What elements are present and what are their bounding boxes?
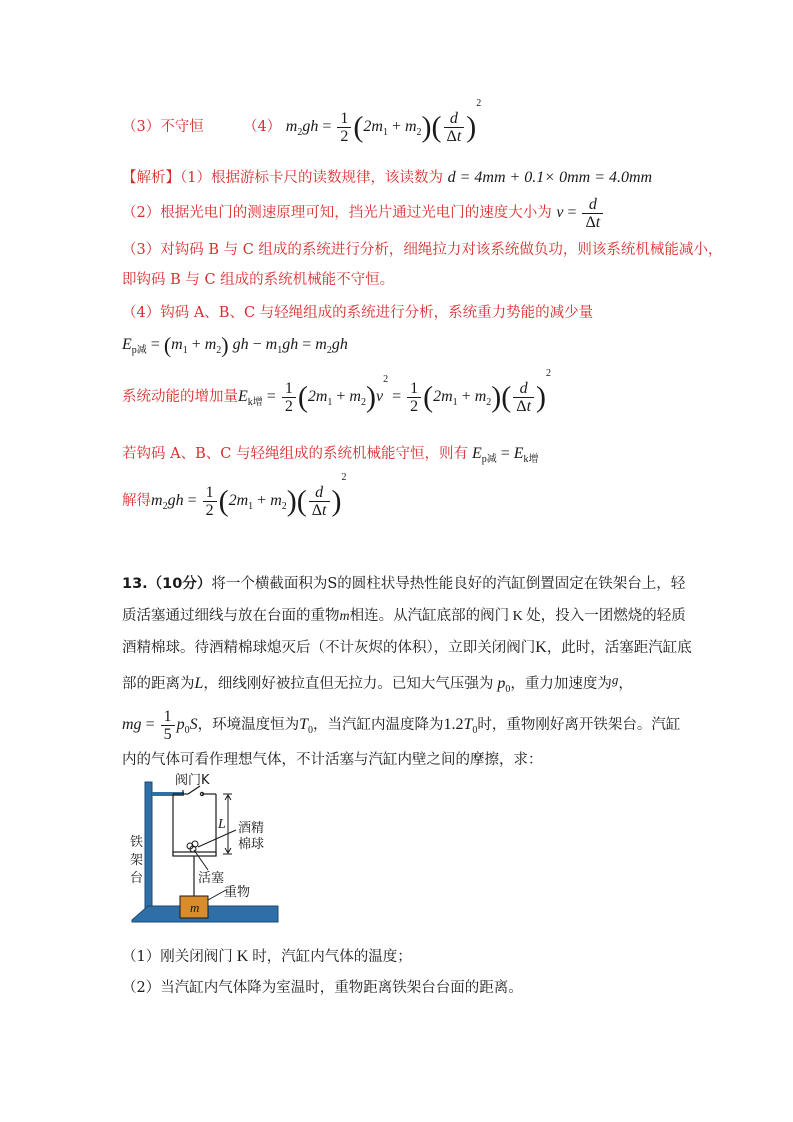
conservation-line <box>122 442 539 465</box>
analysis-p3b: 即钩码 B 与 C 组成的系统机械能不守恒。 <box>122 272 395 288</box>
analysis-line-1 <box>122 166 652 187</box>
analysis-p3a: （3）对钩码 B 与 C 组成的系统进行分析，细绳拉力对该系统做负功，则该系统机械能减小， <box>122 242 723 258</box>
stand-label-2: 架 <box>130 853 144 868</box>
q13-sub1-text: （1）刚关闭阀门 <box>122 949 233 965</box>
q13-text-2b: 相连。从汽缸底部的阀门 <box>349 608 510 624</box>
answer-4-formula: $m_2gh$ = $\frac{1}{2}$ $(2m_1 + m_2)$( $\frac{d}{\Delta t}$ )$^2$ <box>285 98 482 145</box>
analysis-line-3a <box>122 238 722 259</box>
q13-text-4b: ，细线刚好被拉直但无拉力。已知大气压强为 <box>203 676 494 692</box>
analysis-line-4 <box>122 301 593 322</box>
L-label: L <box>218 817 226 832</box>
analysis-line-2 <box>122 196 605 231</box>
weight-label: 重物 <box>224 885 251 900</box>
weight-m-label: m <box>190 900 200 915</box>
q13-text-4c: ，重力加速度为 <box>510 676 612 692</box>
q13-text-5a: ，环境温度恒为 <box>197 717 300 734</box>
q13-line-3: 酒精棉球。待酒精棉球熄灭后（不计灰烬的体积），立即关闭阀门K，此时，活塞距汽缸底 <box>122 639 692 656</box>
q13-line-6 <box>122 748 543 769</box>
answer-line-3-4 <box>122 98 482 145</box>
kinetic-energy-formula: $E_{k增}$ = $\frac{1}{2}$ $(2m_1 + m_2)v^2$ = $\frac{1}{2}$ $(2m_1 + m_2)$( $\frac{d}{\Delta t}$ )$^2$ <box>238 368 552 415</box>
result-line <box>122 472 347 519</box>
cylinder <box>173 786 216 856</box>
q13-text-5b: ，当汽缸内温度降为 <box>313 717 444 734</box>
q13-sub-1: （1）刚关闭阀门 K 时，汽缸内气体的温度； <box>122 948 412 965</box>
velocity-formula: v = $\frac{d}{\Delta t}$ <box>556 204 605 221</box>
q13-line-1 <box>122 572 685 593</box>
analysis-p4: （4）钩码 A、B、C 与轻绳组成的系统进行分析，系统重力势能的减少量 <box>122 305 594 321</box>
alcohol-label: 酒精 <box>238 821 265 836</box>
q13-line-4: 部的距离为L，细线刚好被拉直但无拉力。已知大气压强为 $p_0$，重力加速度为g， <box>122 672 633 696</box>
q13-line-2: 质活塞通过细线与放在台面的重物m相连。从汽缸底部的阀门 K 处，投入一团燃烧的轻质 <box>122 608 686 624</box>
q13-line-5: mg = $\frac{1}{5}$ $p_0S$，环境温度恒为$T_0$，当汽缸内温度降为$1.2T_0$时，重物刚好离开铁架台。汽缸 <box>122 708 681 743</box>
analysis-p5: 系统动能的增加量 <box>122 389 238 406</box>
analysis-p1-expr: d = 4mm + 0.1× 0mm = 4.0mm <box>447 169 653 186</box>
apparatus-figure <box>128 770 308 930</box>
q13-sub2-text: （2）当汽缸内气体降为室温时，重物距离铁架台台面的距离。 <box>122 980 523 996</box>
analysis-p1: （1）根据游标卡尺的读数规律，该读数为 <box>180 170 443 186</box>
stand-label-3: 台 <box>130 871 144 886</box>
result-formula: $m_2gh$ = $\frac{1}{2}$ $(2m_1 + m_2)$( $\frac{d}{\Delta t}$ )$^2$ <box>151 472 347 519</box>
conservation-formula: $E_{p减} = E_{k增}$ <box>467 445 539 466</box>
analysis-p2: （2）根据光电门的测速原理可知，挡光片通过光电门的速度大小为 <box>122 205 552 222</box>
piston <box>173 852 216 856</box>
q13-text-6: 内的气体可看作理想气体，不计活塞与汽缸内壁之间的摩擦，求： <box>122 752 543 768</box>
answer-3: （3）不守恒 <box>122 119 204 136</box>
potential-energy-formula: $E_{p减} = (m_1 + m_2)$ gh − $m_1gh = m_2gh$ <box>122 332 348 357</box>
analysis-p7: 解得 <box>122 493 151 510</box>
piston-label: 活塞 <box>198 871 225 886</box>
q13-text-2c: 处，投入一团燃烧的轻质 <box>526 608 686 624</box>
analysis-tag: 【解析】 <box>122 170 180 186</box>
q13-text-3b: ，此时，活塞距汽缸底 <box>546 640 692 656</box>
q13-sub-2 <box>122 976 523 997</box>
mg-formula: mg = $\frac{1}{5}$ $p_0S$ <box>122 708 198 743</box>
q13-text-1: 将一个横截面积为S的圆柱状导热性能良好的汽缸倒置固定在铁架台上，轻 <box>211 576 686 592</box>
q13-sub1b-text: 时，汽缸内气体的温度； <box>252 949 412 965</box>
q13-text-3: 酒精棉球。待酒精棉球熄灭后（不计灰烬的体积），立即关闭阀门 <box>122 640 536 656</box>
valve-label: 阀门K <box>175 773 210 788</box>
stand-label-1: 铁 <box>130 835 144 850</box>
analysis-line-3b <box>122 268 394 289</box>
answer-4-label: （4） <box>242 119 282 136</box>
q13-text-2: 质活塞通过细线与放在台面的重物 <box>122 608 340 624</box>
q13-number: 13.（10分） <box>122 576 212 592</box>
cotton-label: 棉球 <box>238 837 265 852</box>
kinetic-energy-line <box>122 368 552 415</box>
q13-text-4: 部的距离为 <box>122 676 195 692</box>
analysis-p6: 若钩码 A、B、C 与轻绳组成的系统机械能守恒，则有 <box>122 446 468 462</box>
q13-text-5c: 时，重物刚好离开铁架台。汽缸 <box>477 717 681 734</box>
